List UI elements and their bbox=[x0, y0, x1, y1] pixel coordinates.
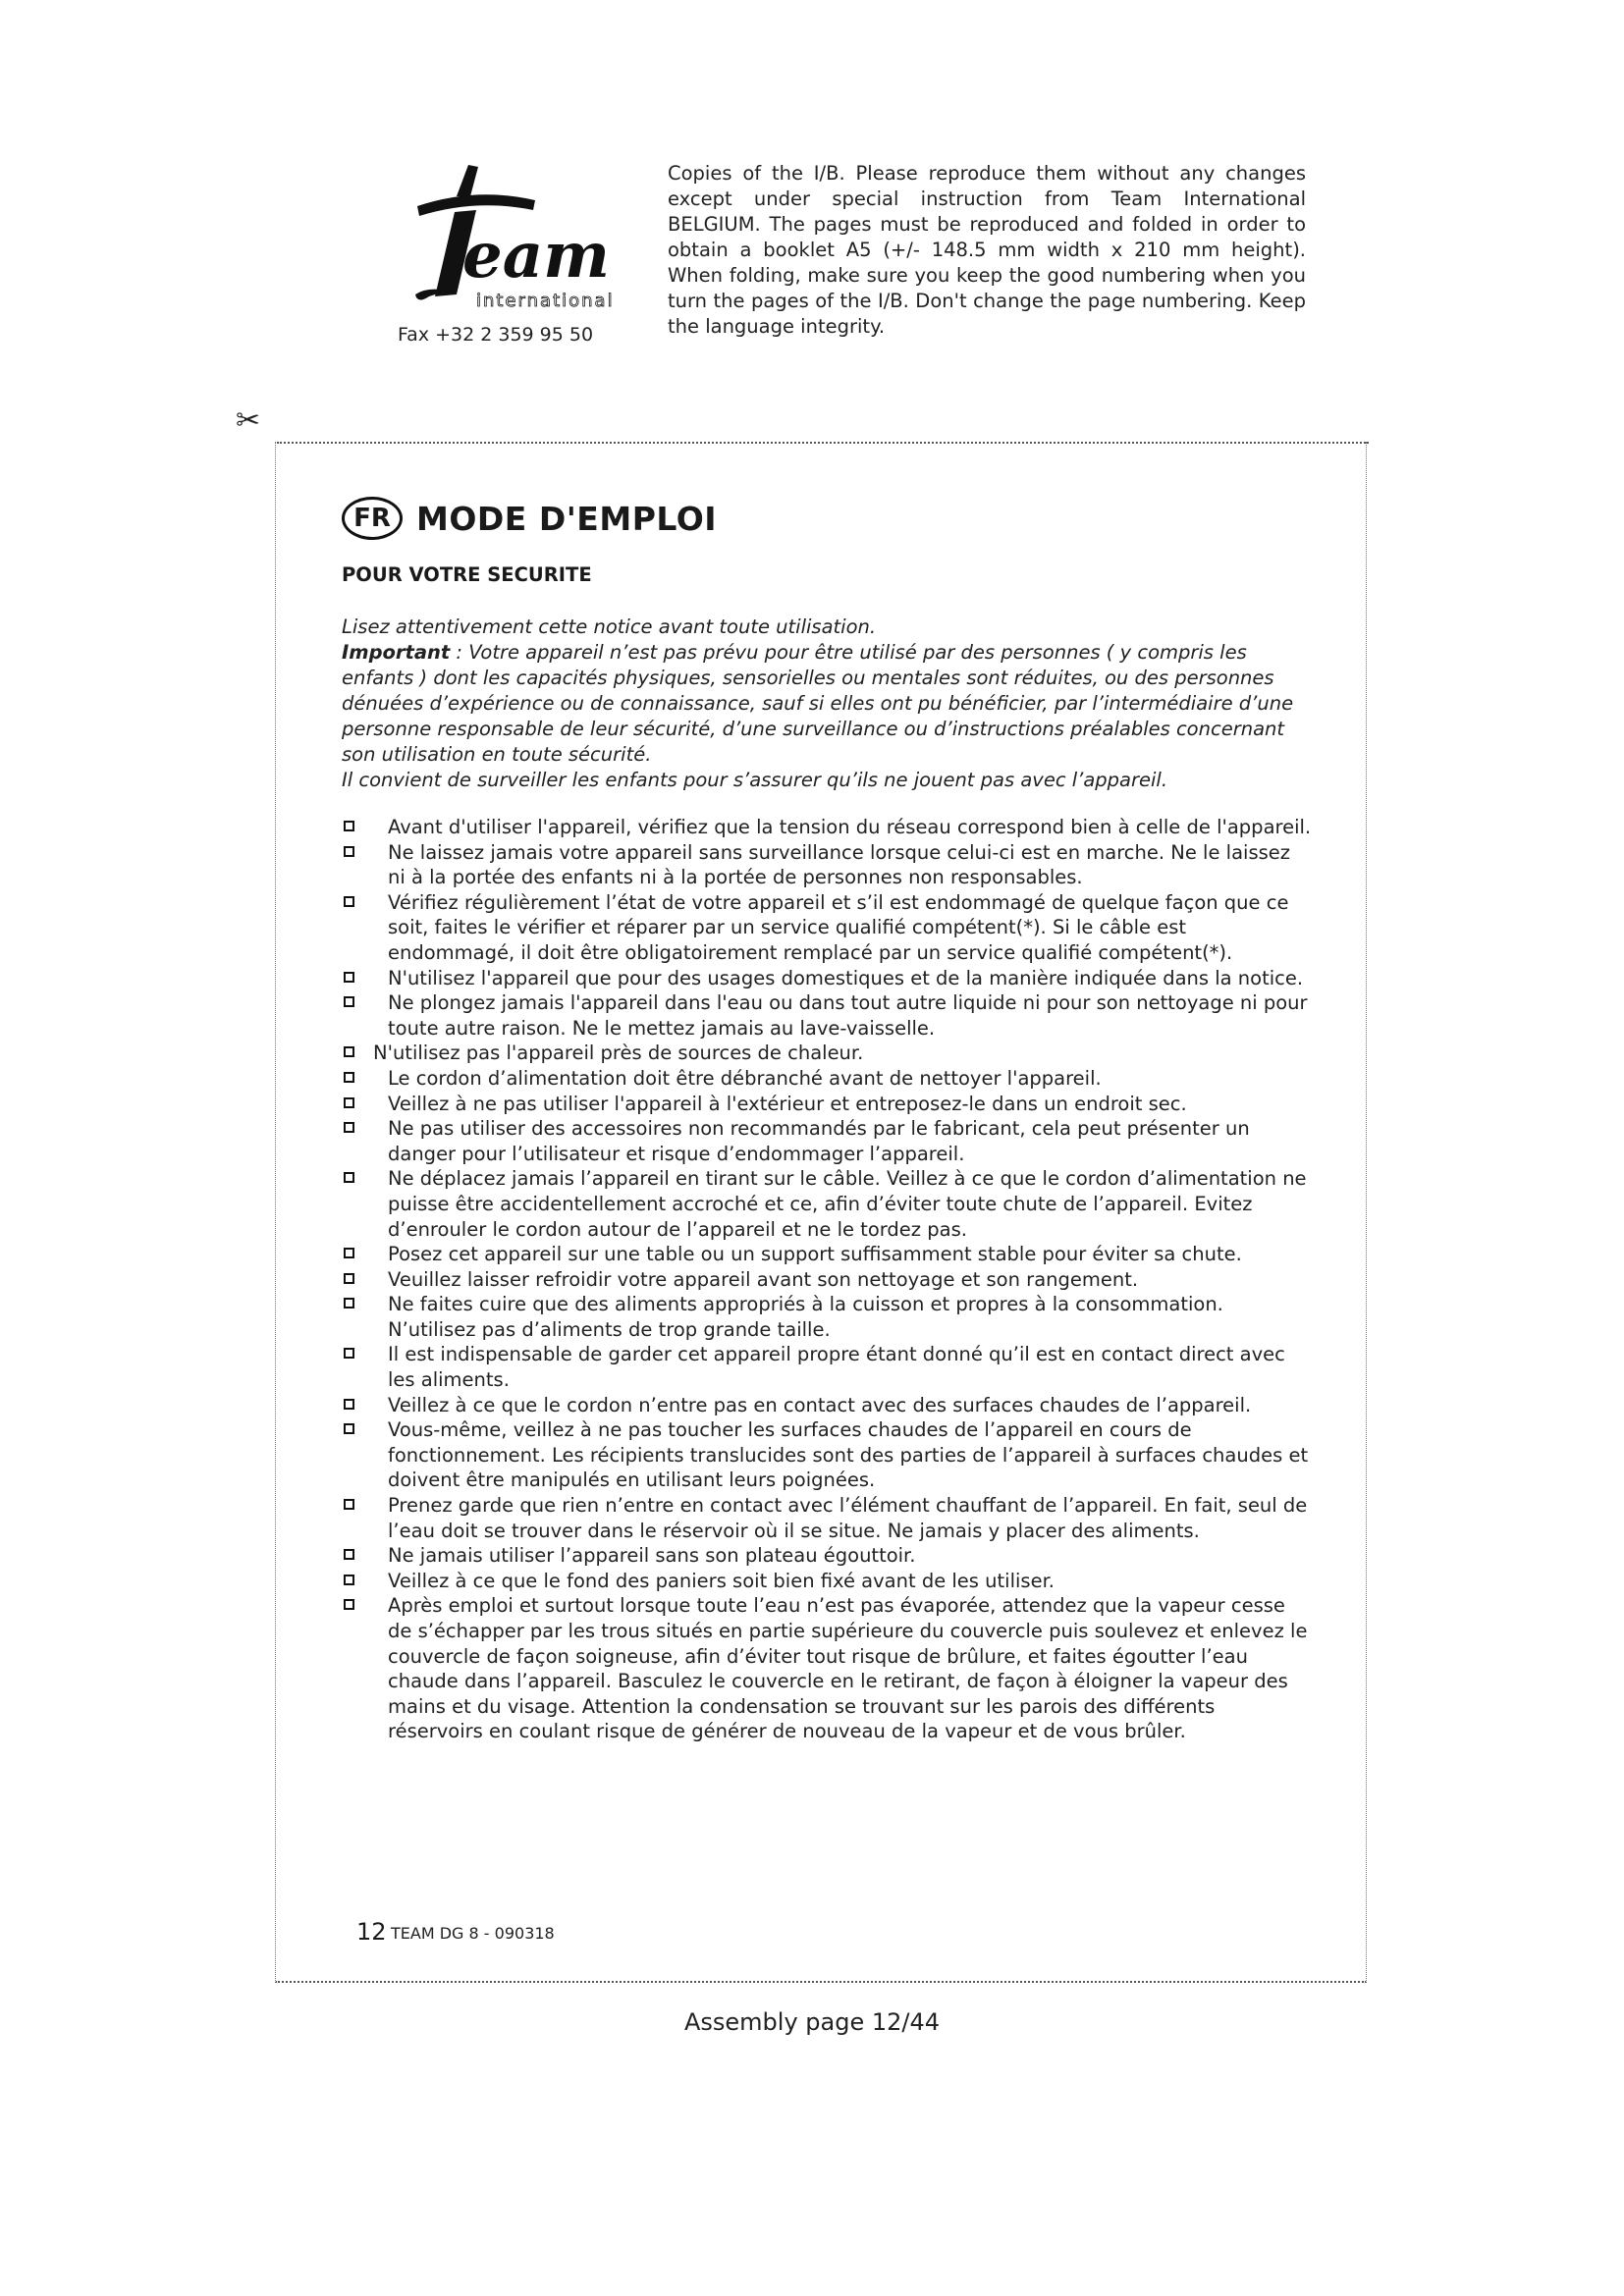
checkbox-bullet-icon bbox=[344, 996, 354, 1007]
safety-list bbox=[342, 815, 1312, 1744]
section-title: POUR VOTRE SECURITE bbox=[342, 563, 592, 586]
checkbox-bullet-icon bbox=[344, 1348, 354, 1359]
checkbox-bullet-icon bbox=[344, 1172, 354, 1183]
team-logo-mark bbox=[388, 157, 615, 314]
checkbox-bullet-icon bbox=[344, 1399, 354, 1410]
manual-title: MODE D'EMPLOI bbox=[416, 499, 718, 538]
list-item: Posez cet appareil sur une table ou un support suffisamment stable pour éviter sa chute. bbox=[342, 1242, 1312, 1267]
checkbox-bullet-icon bbox=[344, 1097, 354, 1108]
page-title bbox=[342, 491, 717, 546]
list-item: N'utilisez pas l'appareil près de sources de chaleur. bbox=[342, 1041, 1312, 1066]
list-item: Ne jamais utiliser l’appareil sans son plateau égouttoir. bbox=[342, 1543, 1312, 1569]
list-item: Après emploi et surtout lorsque toute l’eau n’est pas évaporée, attendez que la vapeur cesse de s’échapper par les trous situés en partie supérieure du couvercle puis soulevez et enlevez le couvercle de façon soigneuse, afin d’éviter tout risque de brûlure, et faites égoutter l’eau chaude dans l’appareil. Basculez le couvercle en le retirant, de façon à éloigner la vapeur des mains et du visage. Attention la condensation se trouvant sur les parois des différents réservoirs en coulant risque de générer de nouveau de la vapeur et de vous brûler. bbox=[342, 1593, 1312, 1744]
checkbox-bullet-icon bbox=[344, 1499, 354, 1510]
checkbox-bullet-icon bbox=[344, 1549, 354, 1560]
intro-important bbox=[342, 640, 1309, 768]
checkbox-bullet-icon bbox=[344, 1273, 354, 1284]
language-badge: FR bbox=[342, 497, 403, 540]
intro-line: Lisez attentivement cette notice avant toute utilisation. bbox=[342, 615, 877, 638]
list-item: Prenez garde que rien n’entre en contact avec l’élément chauffant de l’appareil. En fait, seul de l’eau doit se trouver dans le réservoir où il se situe. Ne jamais y placer des aliments. bbox=[342, 1493, 1312, 1543]
model-code: TEAM DG 8 - 090318 bbox=[391, 1924, 555, 1943]
checkbox-bullet-icon bbox=[344, 1575, 354, 1585]
checkbox-bullet-icon bbox=[344, 1122, 354, 1133]
team-logo bbox=[388, 157, 615, 314]
important-label: Important bbox=[342, 641, 451, 664]
checkbox-bullet-icon bbox=[344, 1248, 354, 1258]
intro-children-warning: Il convient de surveiller les enfants pour s’assurer qu’ils ne jouent pas avec l’appareil. bbox=[342, 769, 1168, 791]
fax-number: Fax +32 2 359 95 50 bbox=[398, 324, 594, 346]
checkbox-bullet-icon bbox=[344, 1298, 354, 1308]
list-item: Ne laissez jamais votre appareil sans surveillance lorsque celui-ci est en marche. Ne le laissez ni à la portée des enfants ni à la portée de personnes non responsables. bbox=[342, 840, 1312, 890]
list-item: Veillez à ce que le fond des paniers soit bien fixé avant de les utiliser. bbox=[342, 1569, 1312, 1594]
safety-intro bbox=[342, 614, 1309, 793]
important-text: : Votre appareil n’est pas prévu pour être utilisé par des personnes ( y compris les enfants ) dont les capacités physiques, sensorielles ou mentales sont réduites, ou des personnes dénuées d’expérience ou de connaissance, sauf si elles ont pu bénéficier, par l’intermédiaire d’une personne responsable de leur sécurité, d’une surveillance ou d’instructions préalables concernant son utilisation en toute sécurité. bbox=[342, 641, 1294, 766]
checkbox-bullet-icon bbox=[344, 1423, 354, 1434]
list-item: Il est indispensable de garder cet appareil propre étant donné qu’il est en contact direct avec les aliments. bbox=[342, 1342, 1312, 1392]
list-item: Ne plongez jamais l'appareil dans l'eau ou dans tout autre liquide ni pour son nettoyage ni pour toute autre raison. Ne le mettez jamais au lave-vaisselle. bbox=[342, 990, 1312, 1041]
page-number: 12 bbox=[356, 1918, 387, 1946]
checkbox-bullet-icon bbox=[344, 972, 354, 983]
list-item: N'utilisez l'appareil que pour des usages domestiques et de la manière indiquée dans la notice. bbox=[342, 966, 1312, 991]
list-item: Vous-même, veillez à ne pas toucher les surfaces chaudes de l’appareil en cours de fonctionnement. Les récipients translucides sont des parties de l’appareil à surfaces chaudes et doivent être manipulés en utilisant leurs poignées. bbox=[342, 1417, 1312, 1493]
list-item: Veuillez laisser refroidir votre appareil avant son nettoyage et son rangement. bbox=[342, 1267, 1312, 1293]
checkbox-bullet-icon bbox=[344, 896, 354, 907]
checkbox-bullet-icon bbox=[344, 1072, 354, 1083]
list-item: Avant d'utiliser l'appareil, vérifiez que la tension du réseau correspond bien à celle de l'appareil. bbox=[342, 815, 1312, 840]
list-item: Ne pas utiliser des accessoires non recommandés par le fabricant, cela peut présenter un danger pour l’utilisateur et risque d’endommager l’appareil. bbox=[342, 1116, 1312, 1166]
assembly-page-label: Assembly page 12/44 bbox=[683, 2008, 941, 2036]
reproduction-instructions: Copies of the I/B. Please reproduce them without any changes except under special instruction from Team International BELGIUM. The pages must be reproduced and folded in order to obtain a booklet A5 (+/- 148.5 mm width x 210 mm height). When folding, make sure you keep the good numbering when you turn the pages of the I/B. Don't change the page numbering. Keep the language integrity. bbox=[668, 162, 1306, 338]
list-item: Vérifiez régulièrement l’état de votre appareil et s’il est endommagé de quelque façon que ce soit, faites le vérifier et réparer par un service qualifié compétent(*). Si le câble est endommagé, il doit être obligatoirement remplacé par un service qualifié compétent(*). bbox=[342, 890, 1312, 966]
list-item: Ne déplacez jamais l’appareil en tirant sur le câble. Veillez à ce que le cordon d’alimentation ne puisse être accidentellement accroché et ce, afin d’éviter toute chute de l’appareil. Evitez d’enrouler le cordon autour de l’appareil et ne le tordez pas. bbox=[342, 1166, 1312, 1242]
list-item: Veillez à ne pas utiliser l'appareil à l'extérieur et entreposez-le dans un endroit sec. bbox=[342, 1092, 1312, 1117]
checkbox-bullet-icon bbox=[344, 821, 354, 831]
svg-text:eam: eam bbox=[462, 219, 610, 293]
scissors-icon: ✂ bbox=[236, 403, 261, 438]
list-item: Veillez à ce que le cordon n’entre pas en contact avec des surfaces chaudes de l’appareil. bbox=[342, 1393, 1312, 1418]
checkbox-bullet-icon bbox=[344, 1046, 354, 1057]
checkbox-bullet-icon bbox=[344, 846, 354, 857]
svg-text:international: international bbox=[476, 291, 615, 311]
list-item: Le cordon d’alimentation doit être débranché avant de nettoyer l'appareil. bbox=[342, 1066, 1312, 1092]
checkbox-bullet-icon bbox=[344, 1599, 354, 1610]
list-item: Ne faites cuire que des aliments appropriés à la cuisson et propres à la consommation. N’utilisez pas d’aliments de trop grande taille. bbox=[342, 1292, 1312, 1342]
